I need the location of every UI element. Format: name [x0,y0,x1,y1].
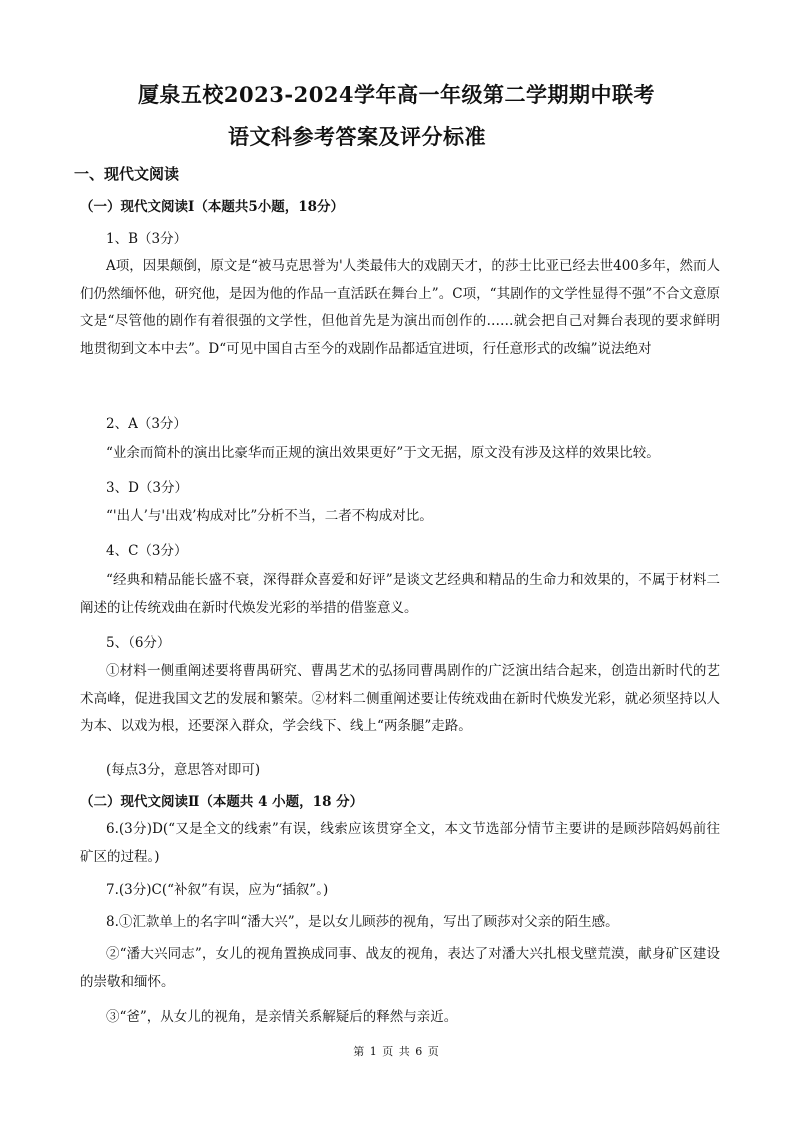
q5-explanation: ①材料一侧重阐述要将曹禺研究、曹禺艺术的弘扬同曹禺剧作的广泛演出结合起来，创造出新时代的艺术高峰，促进我国文艺的发展和繁荣。②材料二侧重阐述要让传统戏曲在新时代焕发光彩，就必须坚持以人为本、以戏为根，还要深入群众，学会线下、线上“两条腿”走路。 [80,663,720,734]
q1-answer: 1、B（3分） [106,231,188,247]
q1-explanation: A项，因果颠倒，原文是“被马克思誉为'人类最伟大的戏剧天才，的莎士比亚已经去世400多年，然而人们仍然缅怀他，研究他，是因为他的作品一直活跃在舞台上”。C项，“其剧作的文学性显得不强”不合文意原文是“尽管他的剧作有着很强的文学性，但他首先是为演出而创作的……就会把自己对舞台表现的要求鲜明地贯彻到文本中去”。D“可见中国自古至今的戏剧作品都适宜进顷，行任意形式的改编”说法绝对 [80,258,720,357]
q4-answer: 4、C（3分） [106,543,188,559]
q3-explanation: “'出人’与'出戏’构成对比”分析不当，二者不构成对比。 [106,508,433,524]
q8-item-3: ③“爸”，从女儿的视角，是亲情关系解疑后的释然与亲近。 [106,1009,458,1025]
page-footer: 第 1 页 共 6 页 [353,1045,440,1058]
q5-answer: 5、（6分） [106,635,171,651]
q3-answer: 3、D（3分） [106,480,189,496]
part-heading-1: （一）现代文阅读Ⅰ（本题共5小题，18分） [80,199,344,215]
q6-text: 6.(3分)D(“又是全文的线索”有误，线索应该贯穿全文，本文节选部分情节主要讲的是顾莎陪妈妈前往矿区的过程。) [80,821,720,865]
q8-item-1: 8.①汇款单上的名字叫“潘大兴”，是以女儿顾莎的视角，写出了顾莎对父亲的陌生感。 [106,914,619,930]
q5-scoring-note: (每点3分，意思答对即可) [106,762,261,778]
part-heading-2: （二）现代文阅读Ⅱ（本题共 4 小题，18 分） [80,794,364,810]
document-subtitle: 语文科参考答案及评分标准 [228,124,486,149]
q8-item-2: ②“潘大兴同志”，女儿的视角置换成同事、战友的视角，表达了对潘大兴扎根戈壁荒漠，献身矿区建设的崇敬和缅怀。 [80,946,720,990]
q4-explanation: “经典和精品能长盛不衰，深得群众喜爱和好评”是谈文艺经典和精品的生命力和效果的，不属于材料二阐述的让传统戏曲在新时代焕发光彩的举措的借鉴意义。 [80,572,720,616]
q7-text: 7.(3分)C(“补叙”有误，应为“插叙”。) [106,882,329,898]
section-heading-1: 一、现代文阅读 [74,165,180,183]
q2-explanation: “业余而简朴的演出比豪华而正规的演出效果更好”于文无据，原文没有涉及这样的效果比较。 [106,445,660,461]
q2-answer: 2、A（3分） [106,416,187,432]
document-title: 厦泉五校2023-2024学年高一年级第二学期期中联考 [137,82,656,107]
